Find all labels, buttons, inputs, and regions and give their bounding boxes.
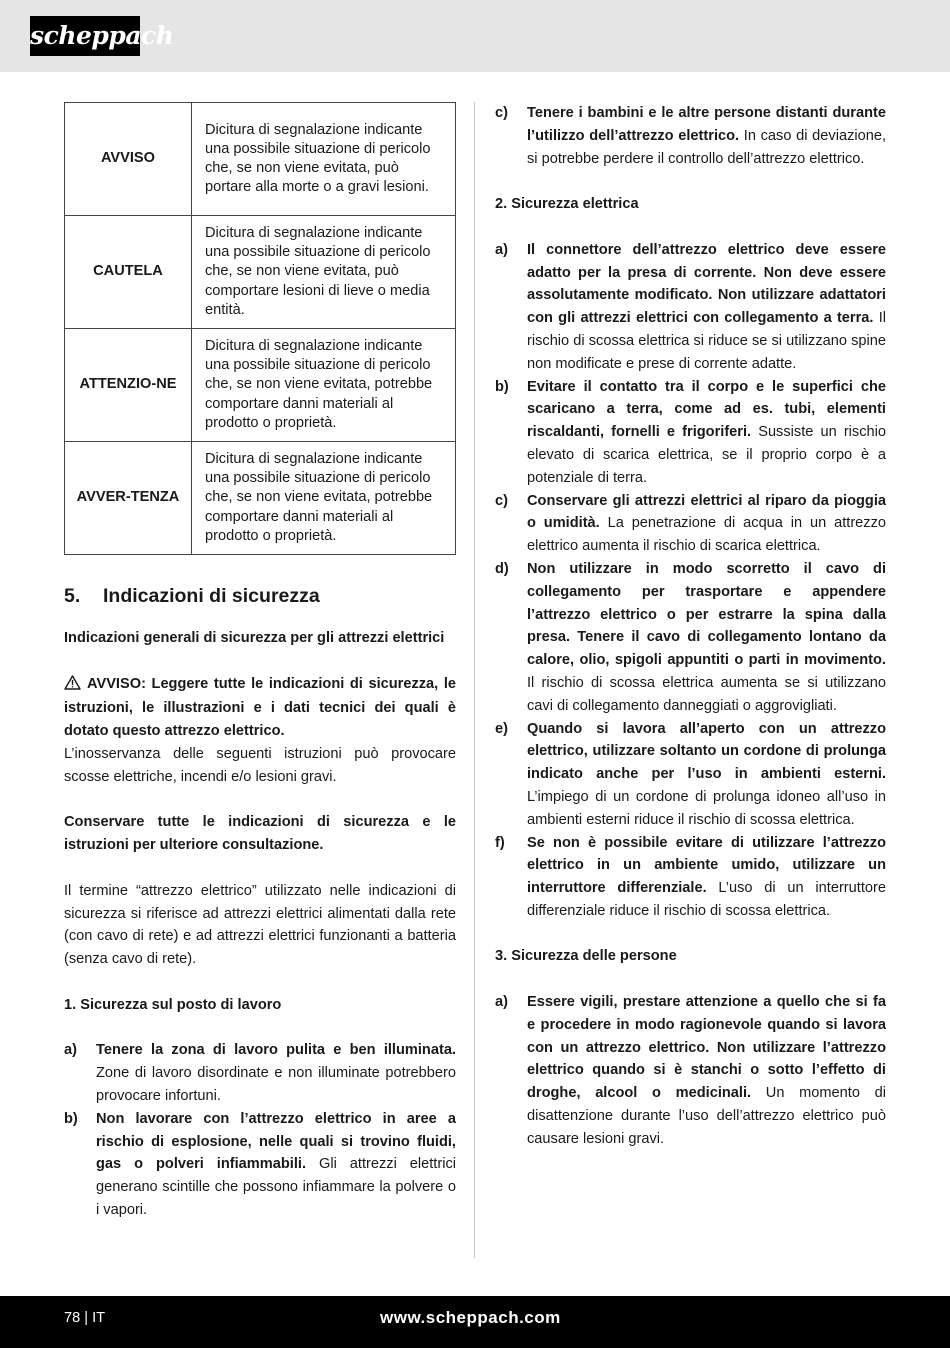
list-item	[495, 991, 886, 1151]
signal-term: AVVER-TENZA	[65, 442, 192, 555]
signal-desc: Dicitura di segnalazione indicante una possibile situazione di pericolo che, se non viene evitata, può comportare lesioni di lieve o media entità.	[192, 216, 456, 329]
left-column	[64, 102, 456, 1222]
subsection-heading: 2. Sicurezza elettrica	[495, 196, 639, 213]
item-label: b)	[64, 1110, 78, 1127]
list-item	[495, 102, 886, 170]
item-text: Evitare il contatto tra il corpo e le superfici che scaricano a terra, come ad es. tubi, elementi riscaldanti, fornelli e frigoriferi. Sussiste un rischio elevato di scarica elettrica, se il proprio corpo è a potenziale di terra.	[527, 378, 886, 486]
website-link[interactable]: www.scheppach.com	[380, 1308, 561, 1327]
list-item	[64, 1108, 456, 1222]
warning-text: L’inosservanza delle seguenti istruzioni può provocare scosse elettriche, incendi e/o lesioni gravi.	[64, 745, 456, 785]
section-title	[64, 583, 456, 609]
column-divider	[474, 102, 475, 1258]
section-number: 5.	[64, 585, 81, 607]
signal-term: ATTENZIO-NE	[65, 329, 192, 442]
table-row	[65, 329, 456, 442]
table-row	[65, 103, 456, 216]
item-label: e)	[495, 720, 508, 737]
right-column	[495, 102, 886, 1151]
signal-words-table	[64, 102, 456, 555]
list-item	[495, 239, 886, 376]
list-item	[495, 558, 886, 718]
item-text: Conservare gli attrezzi elettrici al riparo da pioggia o umidità. La penetrazione di acqua in un attrezzo elettrico aumenta il rischio di scarica elettrica.	[527, 492, 887, 555]
signal-desc: Dicitura di segnalazione indicante una possibile situazione di pericolo che, se non viene evitata, può portare alla morte o a gravi lesioni.	[192, 103, 456, 216]
warning-bold: AVVISO: Leggere tutte le indicazioni di sicurezza, le istruzioni, le illustrazioni e i dati tecnici dei quali è dotato questo attrezzo elettrico.	[64, 675, 456, 740]
item-label: c)	[495, 492, 508, 509]
list-item	[495, 490, 886, 558]
page-number: 78 | IT	[64, 1310, 106, 1326]
item-label: a)	[64, 1042, 77, 1059]
item-text: Non lavorare con l’attrezzo elettrico in aree a rischio di esplosione, nelle quali si trovino fluidi, gas o polveri infiammabili. Gli attrezzi elettrici generano scintille che possono infiammare la polvere o i vapori.	[96, 1110, 457, 1218]
item-label: c)	[495, 105, 508, 121]
table-row	[65, 442, 456, 555]
list-item	[495, 376, 886, 490]
list-item	[495, 718, 886, 832]
item-text: Se non è possibile evitare di utilizzare l’attrezzo elettrico in un ambiente umido, utilizzare un interruttore differenziale. L’uso di un interruttore differenziale riduce il rischio di scossa elettrica.	[527, 834, 886, 919]
item-text: Il connettore dell’attrezzo elettrico deve essere adatto per la presa di corrente. Non deve essere assolutamente modificato. Non utilizzare adattatori con gli attrezzi elettrici con collegamento a terra. Il rischio di scossa elettrica si riduce se si utilizzano spine non modificate e prese di corrente adatte.	[527, 241, 886, 372]
keep-note: Conservare tutte le indicazioni di sicurezza e le istruzioni per ulteriore consultazione.	[64, 814, 456, 854]
signal-term: CAUTELA	[65, 216, 192, 329]
subsection-heading: 1. Sicurezza sul posto di lavoro	[64, 996, 282, 1013]
signal-term: AVVISO	[65, 103, 192, 216]
list-item	[64, 1039, 456, 1107]
item-label: b)	[495, 378, 509, 395]
item-text: Tenere i bambini e le altre persone distanti durante l’utilizzo dell’attrezzo elettrico. In caso di deviazione, si potrebbe perdere il controllo dell’attrezzo elettrico.	[527, 105, 887, 167]
table-row	[65, 216, 456, 329]
header-bar	[0, 0, 950, 72]
item-text: Non utilizzare in modo scorretto il cavo di collegamento per trasportare e appendere l’attrezzo elettrico o per estrarre la spina dalla presa. Tenere il cavo di collegamento lontano da calore, olio, spigoli appuntiti o parti in movimento. Il rischio di scossa elettrica aumenta se si utilizzano cavi di collegamento danneggiati o aggrovigliati.	[527, 560, 886, 714]
warning-block	[64, 673, 456, 743]
scheppach-logo: scheppach	[30, 16, 140, 56]
list-item	[495, 832, 886, 923]
item-label: d)	[495, 560, 509, 577]
item-text: Quando si lavora all’aperto con un attrezzo elettrico, utilizzare soltanto un cordone di prolunga indicato anche per l’uso in ambienti esterni. L’impiego di un cordone di prolunga idoneo all’uso in ambienti esterni riduce il rischio di scossa elettrica.	[527, 720, 886, 828]
item-label: f)	[495, 834, 505, 851]
general-heading: Indicazioni generali di sicurezza per gli attrezzi elettrici	[64, 630, 445, 646]
signal-desc: Dicitura di segnalazione indicante una possibile situazione di pericolo che, se non viene evitata, potrebbe comportare danni materiali al prodotto o proprietà.	[192, 329, 456, 442]
item-text: Tenere la zona di lavoro pulita e ben illuminata. Zone di lavoro disordinate e non illuminate potrebbero provocare infortuni.	[96, 1042, 456, 1104]
section-title-text: Indicazioni di sicurezza	[103, 585, 320, 607]
footer-bar	[0, 1296, 950, 1348]
signal-desc: Dicitura di segnalazione indicante una possibile situazione di pericolo che, se non viene evitata, potrebbe comportare danni materiali al prodotto o proprietà.	[192, 442, 456, 555]
item-label: a)	[495, 994, 508, 1011]
subsection-heading: 3. Sicurezza delle persone	[495, 948, 677, 965]
item-text: Essere vigili, prestare attenzione a quello che si fa e procedere in modo ragionevole quando si lavora con un attrezzo elettrico. Non utilizzare l’attrezzo elettrico quando si è stanchi o sotto l’effetto di droghe, alcool o medicinali. Un momento di disattenzione durante l’uso dell’attrezzo elettrico può causare lesioni gravi.	[527, 994, 887, 1147]
item-label: a)	[495, 241, 508, 258]
term-note: Il termine “attrezzo elettrico” utilizzato nelle indicazioni di sicurezza si riferisce ad attrezzi elettrici alimentati dalla rete (con cavo di rete) e ad attrezzi elettrici funzionanti a batteria (senza cavo di rete).	[64, 882, 456, 968]
warning-triangle-icon	[64, 675, 81, 698]
